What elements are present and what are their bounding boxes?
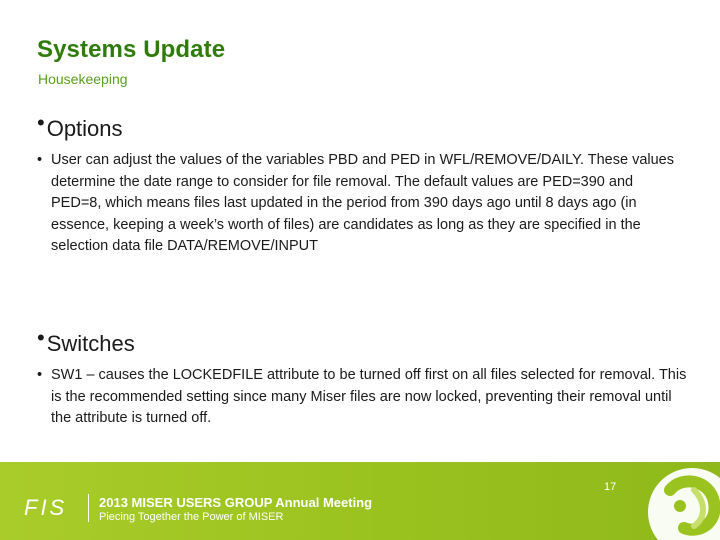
footer-event-title: 2013 MISER USERS GROUP Annual Meeting — [99, 495, 373, 510]
fis-logo: FIS — [24, 495, 68, 520]
section-heading-options — [37, 110, 123, 142]
section-body-options — [37, 150, 687, 258]
slide-subtitle: Housekeeping — [38, 71, 128, 87]
bullet-icon: • — [37, 325, 45, 350]
section-body-text: User can adjust the values of the variables PBD and PED in WFL/REMOVE/DAILY. These values determine the date range to consider for file removal. The default values are PED=390 and PED=8, which means files last updated in the period from 390 days ago until 8 days ago (in essence, keeping a week’s worth of files) are candidates as long as they are specified in the selection data file DATA/REMOVE/INPUT — [51, 152, 674, 254]
bullet-icon: • — [37, 152, 43, 168]
footer-divider — [88, 494, 89, 522]
bullet-icon: • — [37, 110, 45, 135]
section-heading-switches — [37, 325, 135, 357]
section-body-switches — [37, 365, 687, 430]
bullet-icon: • — [37, 367, 43, 383]
section-body-text: SW1 – causes the LOCKEDFILE attribute to be turned off first on all files selected for removal. This is the recommended setting since many Miser files are now locked, preventing their removal until the attribute is turned off. — [51, 367, 687, 426]
slide-title: Systems Update — [37, 36, 226, 63]
section-heading-text: Options — [46, 116, 123, 141]
section-heading-text: Switches — [46, 331, 135, 356]
page-number: 17 — [604, 481, 617, 493]
swirl-logo-icon — [610, 430, 720, 540]
footer-tagline: Piecing Together the Power of MISER — [99, 511, 284, 523]
